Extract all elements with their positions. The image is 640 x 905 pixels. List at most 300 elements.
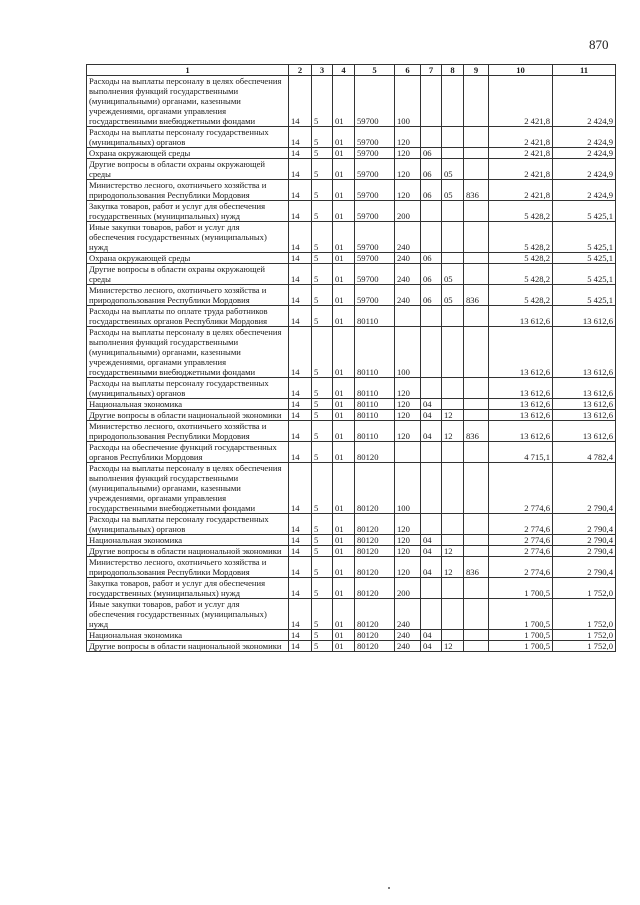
- row-code-cell: [442, 222, 464, 253]
- row-code-cell: [421, 201, 442, 222]
- page-number: 870: [589, 37, 609, 52]
- row-code-cell: 13 612,6: [553, 306, 616, 327]
- table-row: [87, 285, 616, 306]
- row-code-cell: 01: [333, 599, 355, 630]
- row-code-cell: 80120: [355, 463, 395, 514]
- row-name-cell: Национальная экономика: [87, 399, 289, 410]
- row-code-cell: [442, 378, 464, 399]
- row-code-cell: 59700: [355, 264, 395, 285]
- row-code-cell: 01: [333, 285, 355, 306]
- row-code-cell: 13 612,6: [553, 399, 616, 410]
- row-code-cell: 120: [395, 410, 421, 421]
- row-code-cell: [421, 442, 442, 463]
- row-code-cell: 5: [312, 76, 333, 127]
- row-code-cell: 01: [333, 201, 355, 222]
- row-name-cell: Расходы на выплаты персоналу в целях обеспечения выполнения функций государственными (муниципальными) органами, казенными учреждениями, органами управления государственными внебюджетными фондами: [87, 76, 289, 127]
- table-row: [87, 378, 616, 399]
- row-code-cell: [464, 630, 489, 641]
- column-header: 4: [333, 65, 355, 76]
- table-row: [87, 442, 616, 463]
- table-row: [87, 76, 616, 127]
- row-code-cell: 5: [312, 159, 333, 180]
- row-code-cell: 14: [289, 630, 312, 641]
- row-code-cell: 01: [333, 421, 355, 442]
- row-code-cell: 12: [442, 641, 464, 652]
- row-code-cell: 240: [395, 222, 421, 253]
- row-code-cell: 13 612,6: [489, 399, 553, 410]
- row-code-cell: 5: [312, 578, 333, 599]
- column-header: 9: [464, 65, 489, 76]
- table-row: [87, 630, 616, 641]
- row-name-cell: Национальная экономика: [87, 630, 289, 641]
- column-header: 10: [489, 65, 553, 76]
- row-name-cell: Иные закупки товаров, работ и услуг для обеспечения государственных (муниципальных) нужд: [87, 599, 289, 630]
- row-code-cell: [464, 201, 489, 222]
- row-name-cell: Расходы на обеспечение функций государственных органов Республики Мордовия: [87, 442, 289, 463]
- row-code-cell: 59700: [355, 127, 395, 148]
- row-code-cell: 59700: [355, 201, 395, 222]
- row-code-cell: 100: [395, 76, 421, 127]
- row-code-cell: 2 774,6: [489, 535, 553, 546]
- row-name-cell: Национальная экономика: [87, 535, 289, 546]
- row-code-cell: 2 421,8: [489, 148, 553, 159]
- row-code-cell: 2 421,8: [489, 127, 553, 148]
- row-code-cell: 120: [395, 546, 421, 557]
- row-code-cell: [442, 127, 464, 148]
- row-name-cell: Другие вопросы в области национальной экономики: [87, 641, 289, 652]
- row-code-cell: 01: [333, 148, 355, 159]
- row-code-cell: [464, 127, 489, 148]
- row-code-cell: 5: [312, 306, 333, 327]
- row-code-cell: [442, 148, 464, 159]
- row-code-cell: 01: [333, 399, 355, 410]
- row-code-cell: [464, 327, 489, 378]
- row-code-cell: 04: [421, 399, 442, 410]
- row-code-cell: 14: [289, 421, 312, 442]
- table-row: [87, 222, 616, 253]
- row-code-cell: 59700: [355, 285, 395, 306]
- row-code-cell: 14: [289, 442, 312, 463]
- row-code-cell: 14: [289, 148, 312, 159]
- row-code-cell: 120: [395, 557, 421, 578]
- row-code-cell: [464, 306, 489, 327]
- row-code-cell: [395, 306, 421, 327]
- row-code-cell: 200: [395, 578, 421, 599]
- scan-speck: [388, 887, 390, 889]
- row-code-cell: 06: [421, 148, 442, 159]
- row-code-cell: 01: [333, 630, 355, 641]
- row-code-cell: 2 424,9: [553, 127, 616, 148]
- row-code-cell: [442, 578, 464, 599]
- row-code-cell: 2 790,4: [553, 514, 616, 535]
- row-code-cell: 14: [289, 127, 312, 148]
- row-code-cell: 5: [312, 535, 333, 546]
- row-code-cell: [464, 578, 489, 599]
- row-code-cell: 2 421,8: [489, 159, 553, 180]
- table-header-row: [87, 65, 616, 76]
- row-code-cell: 14: [289, 535, 312, 546]
- row-code-cell: 80120: [355, 578, 395, 599]
- row-code-cell: 5: [312, 180, 333, 201]
- row-code-cell: [442, 463, 464, 514]
- row-code-cell: 240: [395, 641, 421, 652]
- row-code-cell: 2 421,8: [489, 180, 553, 201]
- row-code-cell: 14: [289, 222, 312, 253]
- row-code-cell: 5: [312, 442, 333, 463]
- row-name-cell: Расходы на выплаты персоналу в целях обеспечения выполнения функций государственными (муниципальными) органами, казенными учреждениями, органами управления государственными внебюджетными фондами: [87, 327, 289, 378]
- row-code-cell: 06: [421, 253, 442, 264]
- row-code-cell: [464, 641, 489, 652]
- row-code-cell: 200: [395, 201, 421, 222]
- row-code-cell: 240: [395, 253, 421, 264]
- row-code-cell: 14: [289, 514, 312, 535]
- row-code-cell: 06: [421, 264, 442, 285]
- table-row: [87, 578, 616, 599]
- row-code-cell: 5: [312, 630, 333, 641]
- row-code-cell: 13 612,6: [489, 306, 553, 327]
- row-code-cell: 120: [395, 421, 421, 442]
- row-code-cell: 01: [333, 514, 355, 535]
- table-row: [87, 421, 616, 442]
- row-code-cell: [421, 599, 442, 630]
- row-name-cell: Охрана окружающей среды: [87, 253, 289, 264]
- row-code-cell: [442, 253, 464, 264]
- row-code-cell: 04: [421, 546, 442, 557]
- row-code-cell: [442, 76, 464, 127]
- row-code-cell: 5: [312, 599, 333, 630]
- column-header: 2: [289, 65, 312, 76]
- row-code-cell: [464, 76, 489, 127]
- column-header: 8: [442, 65, 464, 76]
- row-code-cell: 120: [395, 159, 421, 180]
- row-code-cell: 05: [442, 159, 464, 180]
- row-code-cell: 04: [421, 557, 442, 578]
- row-code-cell: [464, 463, 489, 514]
- row-code-cell: 01: [333, 253, 355, 264]
- row-code-cell: 14: [289, 285, 312, 306]
- row-code-cell: [464, 514, 489, 535]
- table-row: [87, 599, 616, 630]
- row-code-cell: 836: [464, 285, 489, 306]
- row-code-cell: 04: [421, 641, 442, 652]
- row-code-cell: 59700: [355, 159, 395, 180]
- row-code-cell: 2 790,4: [553, 463, 616, 514]
- row-code-cell: 04: [421, 630, 442, 641]
- row-code-cell: 01: [333, 127, 355, 148]
- row-code-cell: 06: [421, 159, 442, 180]
- row-code-cell: 01: [333, 578, 355, 599]
- row-code-cell: 5 428,2: [489, 285, 553, 306]
- table-row: [87, 127, 616, 148]
- row-code-cell: 05: [442, 180, 464, 201]
- row-code-cell: 836: [464, 421, 489, 442]
- column-header: 6: [395, 65, 421, 76]
- row-code-cell: [421, 222, 442, 253]
- row-name-cell: Охрана окружающей среды: [87, 148, 289, 159]
- row-code-cell: 01: [333, 641, 355, 652]
- row-code-cell: 14: [289, 463, 312, 514]
- row-code-cell: 2 424,9: [553, 180, 616, 201]
- row-code-cell: 01: [333, 442, 355, 463]
- row-name-cell: Министерство лесного, охотничьего хозяйства и природопользования Республики Мордовия: [87, 285, 289, 306]
- row-code-cell: 1 752,0: [553, 630, 616, 641]
- row-code-cell: 5: [312, 641, 333, 652]
- row-name-cell: Министерство лесного, охотничьего хозяйства и природопользования Республики Мордовия: [87, 557, 289, 578]
- row-code-cell: [464, 546, 489, 557]
- row-code-cell: 240: [395, 630, 421, 641]
- table-row: [87, 253, 616, 264]
- row-code-cell: [421, 76, 442, 127]
- row-code-cell: 12: [442, 410, 464, 421]
- table-row: [87, 148, 616, 159]
- row-name-cell: Расходы на выплаты персоналу государственных (муниципальных) органов: [87, 514, 289, 535]
- table-row: [87, 546, 616, 557]
- row-code-cell: 80110: [355, 327, 395, 378]
- row-code-cell: 5: [312, 557, 333, 578]
- row-code-cell: 80110: [355, 410, 395, 421]
- row-code-cell: 14: [289, 546, 312, 557]
- row-code-cell: 5: [312, 421, 333, 442]
- row-code-cell: 59700: [355, 76, 395, 127]
- row-code-cell: 2 774,6: [489, 557, 553, 578]
- column-header: 11: [553, 65, 616, 76]
- row-code-cell: 5: [312, 201, 333, 222]
- row-code-cell: 13 612,6: [489, 327, 553, 378]
- row-code-cell: 04: [421, 535, 442, 546]
- row-code-cell: 14: [289, 378, 312, 399]
- row-code-cell: 14: [289, 253, 312, 264]
- table-row: [87, 201, 616, 222]
- row-code-cell: 2 774,6: [489, 463, 553, 514]
- row-code-cell: 5: [312, 378, 333, 399]
- row-name-cell: Другие вопросы в области национальной экономики: [87, 410, 289, 421]
- row-code-cell: 12: [442, 421, 464, 442]
- row-code-cell: 5 425,1: [553, 222, 616, 253]
- row-code-cell: 06: [421, 180, 442, 201]
- table-row: [87, 641, 616, 652]
- row-code-cell: [421, 306, 442, 327]
- row-code-cell: 120: [395, 378, 421, 399]
- row-code-cell: 13 612,6: [553, 378, 616, 399]
- row-code-cell: [442, 630, 464, 641]
- row-code-cell: 5: [312, 148, 333, 159]
- row-code-cell: 01: [333, 327, 355, 378]
- row-code-cell: 14: [289, 306, 312, 327]
- row-code-cell: 80120: [355, 599, 395, 630]
- row-name-cell: Другие вопросы в области национальной экономики: [87, 546, 289, 557]
- table-body: [87, 76, 616, 652]
- row-code-cell: 14: [289, 76, 312, 127]
- row-code-cell: 13 612,6: [553, 327, 616, 378]
- row-code-cell: [421, 578, 442, 599]
- row-code-cell: [442, 306, 464, 327]
- table-row: [87, 557, 616, 578]
- row-code-cell: [442, 535, 464, 546]
- row-code-cell: 5: [312, 327, 333, 378]
- row-code-cell: 5: [312, 514, 333, 535]
- row-code-cell: [464, 159, 489, 180]
- row-code-cell: 01: [333, 535, 355, 546]
- row-code-cell: 2 424,9: [553, 148, 616, 159]
- row-name-cell: Закупка товаров, работ и услуг для обеспечения государственных (муниципальных) нужд: [87, 578, 289, 599]
- row-code-cell: 4 715,1: [489, 442, 553, 463]
- row-code-cell: 5 425,1: [553, 285, 616, 306]
- row-code-cell: 836: [464, 180, 489, 201]
- row-code-cell: [421, 463, 442, 514]
- row-code-cell: 2 774,6: [489, 546, 553, 557]
- row-code-cell: 2 421,8: [489, 76, 553, 127]
- row-code-cell: 5 428,2: [489, 222, 553, 253]
- row-code-cell: 04: [421, 410, 442, 421]
- row-code-cell: 100: [395, 327, 421, 378]
- row-code-cell: [464, 599, 489, 630]
- row-name-cell: Расходы на выплаты по оплате труда работников государственных органов Республики Мордовия: [87, 306, 289, 327]
- table-row: [87, 514, 616, 535]
- row-code-cell: 5 425,1: [553, 253, 616, 264]
- row-code-cell: 01: [333, 546, 355, 557]
- row-code-cell: 1 700,5: [489, 599, 553, 630]
- row-code-cell: [442, 442, 464, 463]
- row-code-cell: 13 612,6: [489, 378, 553, 399]
- row-name-cell: Расходы на выплаты персоналу государственных (муниципальных) органов: [87, 127, 289, 148]
- row-code-cell: 01: [333, 264, 355, 285]
- row-name-cell: Другие вопросы в области охраны окружающей среды: [87, 264, 289, 285]
- row-code-cell: 5: [312, 127, 333, 148]
- row-code-cell: 5: [312, 253, 333, 264]
- row-code-cell: 14: [289, 180, 312, 201]
- column-header: 1: [87, 65, 289, 76]
- row-code-cell: 5: [312, 222, 333, 253]
- row-code-cell: 12: [442, 557, 464, 578]
- row-code-cell: 14: [289, 641, 312, 652]
- column-header: 7: [421, 65, 442, 76]
- row-code-cell: 80120: [355, 630, 395, 641]
- row-code-cell: 1 752,0: [553, 641, 616, 652]
- row-code-cell: 01: [333, 222, 355, 253]
- row-code-cell: 59700: [355, 222, 395, 253]
- row-code-cell: 5: [312, 546, 333, 557]
- row-code-cell: 5: [312, 285, 333, 306]
- row-code-cell: 80120: [355, 557, 395, 578]
- row-code-cell: 1 752,0: [553, 599, 616, 630]
- row-code-cell: 5: [312, 463, 333, 514]
- row-code-cell: 01: [333, 378, 355, 399]
- row-code-cell: 06: [421, 285, 442, 306]
- row-code-cell: 13 612,6: [489, 421, 553, 442]
- table-row: [87, 264, 616, 285]
- row-code-cell: 01: [333, 180, 355, 201]
- row-code-cell: 5 425,1: [553, 264, 616, 285]
- row-code-cell: 14: [289, 327, 312, 378]
- row-code-cell: 14: [289, 599, 312, 630]
- row-name-cell: Расходы на выплаты персоналу государственных (муниципальных) органов: [87, 378, 289, 399]
- table-row: [87, 306, 616, 327]
- row-code-cell: 13 612,6: [553, 410, 616, 421]
- row-code-cell: 240: [395, 285, 421, 306]
- row-code-cell: [442, 514, 464, 535]
- row-code-cell: [421, 127, 442, 148]
- table-row: [87, 535, 616, 546]
- table-row: [87, 399, 616, 410]
- row-code-cell: 4 782,4: [553, 442, 616, 463]
- row-code-cell: 14: [289, 557, 312, 578]
- row-code-cell: 1 700,5: [489, 641, 553, 652]
- row-code-cell: 14: [289, 410, 312, 421]
- row-code-cell: 120: [395, 180, 421, 201]
- row-code-cell: 01: [333, 306, 355, 327]
- row-code-cell: 01: [333, 463, 355, 514]
- row-name-cell: Иные закупки товаров, работ и услуг для обеспечения государственных (муниципальных) нужд: [87, 222, 289, 253]
- row-code-cell: [464, 442, 489, 463]
- row-code-cell: 80120: [355, 514, 395, 535]
- row-code-cell: 13 612,6: [489, 410, 553, 421]
- column-header: 3: [312, 65, 333, 76]
- table-row: [87, 159, 616, 180]
- row-code-cell: [464, 222, 489, 253]
- row-code-cell: [464, 378, 489, 399]
- row-code-cell: 80120: [355, 641, 395, 652]
- row-code-cell: 1 700,5: [489, 630, 553, 641]
- row-code-cell: 120: [395, 148, 421, 159]
- row-code-cell: 5: [312, 399, 333, 410]
- row-code-cell: 2 424,9: [553, 159, 616, 180]
- row-code-cell: 2 774,6: [489, 514, 553, 535]
- row-code-cell: 01: [333, 76, 355, 127]
- row-code-cell: 2 790,4: [553, 546, 616, 557]
- row-code-cell: 59700: [355, 180, 395, 201]
- row-code-cell: 14: [289, 264, 312, 285]
- table-row: [87, 327, 616, 378]
- row-code-cell: 836: [464, 557, 489, 578]
- row-code-cell: 120: [395, 399, 421, 410]
- row-code-cell: 14: [289, 578, 312, 599]
- row-code-cell: 14: [289, 159, 312, 180]
- row-code-cell: 05: [442, 285, 464, 306]
- table-row: [87, 463, 616, 514]
- column-header: 5: [355, 65, 395, 76]
- row-code-cell: [395, 442, 421, 463]
- row-code-cell: 59700: [355, 253, 395, 264]
- table-row: [87, 180, 616, 201]
- row-code-cell: 120: [395, 127, 421, 148]
- row-code-cell: [442, 599, 464, 630]
- row-code-cell: 01: [333, 159, 355, 180]
- row-code-cell: 01: [333, 410, 355, 421]
- row-code-cell: 240: [395, 264, 421, 285]
- row-code-cell: 59700: [355, 148, 395, 159]
- row-name-cell: Другие вопросы в области охраны окружающей среды: [87, 159, 289, 180]
- row-code-cell: [442, 399, 464, 410]
- row-name-cell: Закупка товаров, работ и услуг для обеспечения государственных (муниципальных) нужд: [87, 201, 289, 222]
- row-code-cell: 120: [395, 535, 421, 546]
- row-code-cell: [442, 327, 464, 378]
- row-code-cell: 5 428,2: [489, 264, 553, 285]
- row-code-cell: 80120: [355, 442, 395, 463]
- table-row: [87, 410, 616, 421]
- budget-table: [86, 64, 616, 652]
- row-code-cell: 5 425,1: [553, 201, 616, 222]
- row-code-cell: 04: [421, 421, 442, 442]
- row-name-cell: Расходы на выплаты персоналу в целях обеспечения выполнения функций государственными (муниципальными) органами, казенными учреждениями, органами управления государственными внебюджетными фондами: [87, 463, 289, 514]
- row-code-cell: 5 428,2: [489, 253, 553, 264]
- row-code-cell: 80110: [355, 306, 395, 327]
- row-code-cell: 80120: [355, 546, 395, 557]
- row-code-cell: 5: [312, 410, 333, 421]
- row-code-cell: 2 790,4: [553, 535, 616, 546]
- row-name-cell: Министерство лесного, охотничьего хозяйства и природопользования Республики Мордовия: [87, 180, 289, 201]
- row-code-cell: [421, 327, 442, 378]
- row-code-cell: 12: [442, 546, 464, 557]
